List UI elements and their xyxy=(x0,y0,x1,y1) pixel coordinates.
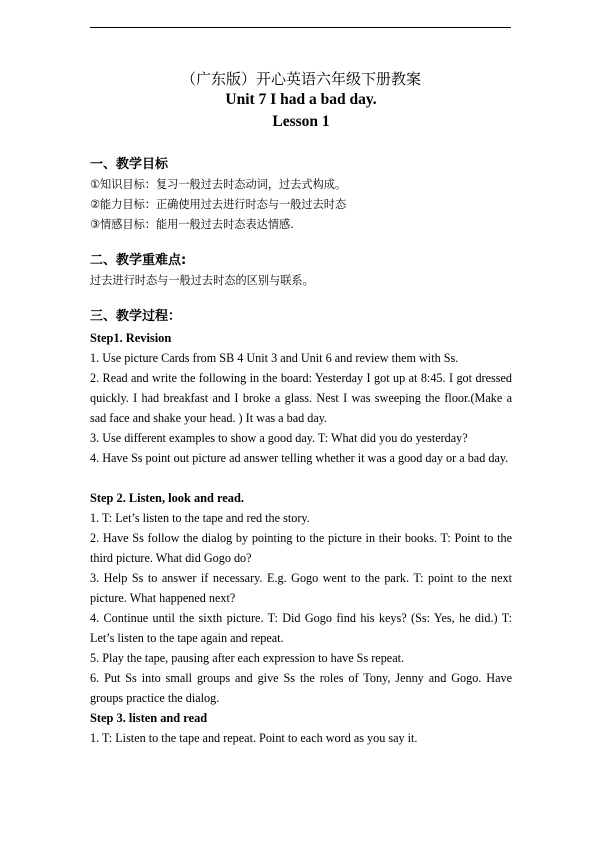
step1-heading: Step1. Revision xyxy=(90,331,172,345)
step1-line-1: 1. Use picture Cards from SB 4 Unit 3 and Unit 6 and review them with Ss. xyxy=(90,351,459,365)
header-rule xyxy=(90,27,511,28)
lesson-plan-document xyxy=(90,70,512,748)
unit-title: Unit 7 I had a bad day. xyxy=(225,91,377,108)
step2-line-6b: groups practice the dialog. xyxy=(90,691,220,705)
step2-line-3b: picture. What happened next? xyxy=(90,591,236,605)
step2-line-4b: Let’s listen to the tape again and repeat. xyxy=(90,631,284,645)
step1-line-3: 3. Use different examples to show a good day. T: What did you do yesterday? xyxy=(90,431,468,445)
process-heading: 三、教学过程： xyxy=(90,309,182,324)
objective-emotion: ③情感目标：能用一般过去时态表达情感. xyxy=(90,218,294,231)
step2-line-3a: 3. Help Ss to answer if necessary. E.g. Gogo went to the park. T: point to the next xyxy=(90,571,512,585)
objective-ability: ②能力目标：正确使用过去进行时态与一般过去时态 xyxy=(90,198,347,211)
objective-knowledge: ①知识目标：复习一般过去时态动词，过去式构成。 xyxy=(90,178,347,191)
step3-heading: Step 3. listen and read xyxy=(90,711,208,725)
step3-line-1: 1. T: Listen to the tape and repeat. Point to each word as you say it. xyxy=(90,731,418,745)
step2-line-1: 1. T: Let’s listen to the tape and red the story. xyxy=(90,511,310,525)
title-block xyxy=(90,70,512,133)
step1-line-4: 4. Have Ss point out picture ad answer telling whether it was a good day or a bad day. xyxy=(90,451,509,465)
step1-line-2a: 2. Read and write the following in the board: Yesterday I got up at 8:45. I got dressed xyxy=(90,371,512,385)
lesson-title: Lesson 1 xyxy=(272,113,330,130)
document-title: （广东版）开心英语六年级下册教案 xyxy=(180,70,421,88)
step2-line-2a: 2. Have Ss follow the dialog by pointing to the picture in their books. T: Point to the xyxy=(90,531,512,545)
key-points-text: 过去进行时态与一般过去时态的区别与联系。 xyxy=(90,274,314,287)
step2-heading: Step 2. Listen, look and read. xyxy=(90,491,244,505)
step2-line-6a: 6. Put Ss into small groups and give Ss the roles of Tony, Jenny and Gogo. Have xyxy=(90,671,512,685)
step2-line-5: 5. Play the tape, pausing after each expression to have Ss repeat. xyxy=(90,651,405,665)
objectives-heading: 一、教学目标 xyxy=(90,157,169,172)
step1-line-2c: sad face and shake your head. ) It was a bad day. xyxy=(90,411,328,425)
key-points-heading: 二、教学重难点: xyxy=(90,253,187,268)
step2-line-4a: 4. Continue until the sixth picture. T: Did Gogo find his keys? (Ss: Yes, he did.) T: xyxy=(90,611,512,625)
step1-line-2b: quickly. I had breakfast and I broke a glass. Nest I was sweeping the floor.(Make a xyxy=(90,391,512,405)
step2-line-2b: third picture. What did Gogo do? xyxy=(90,551,252,565)
